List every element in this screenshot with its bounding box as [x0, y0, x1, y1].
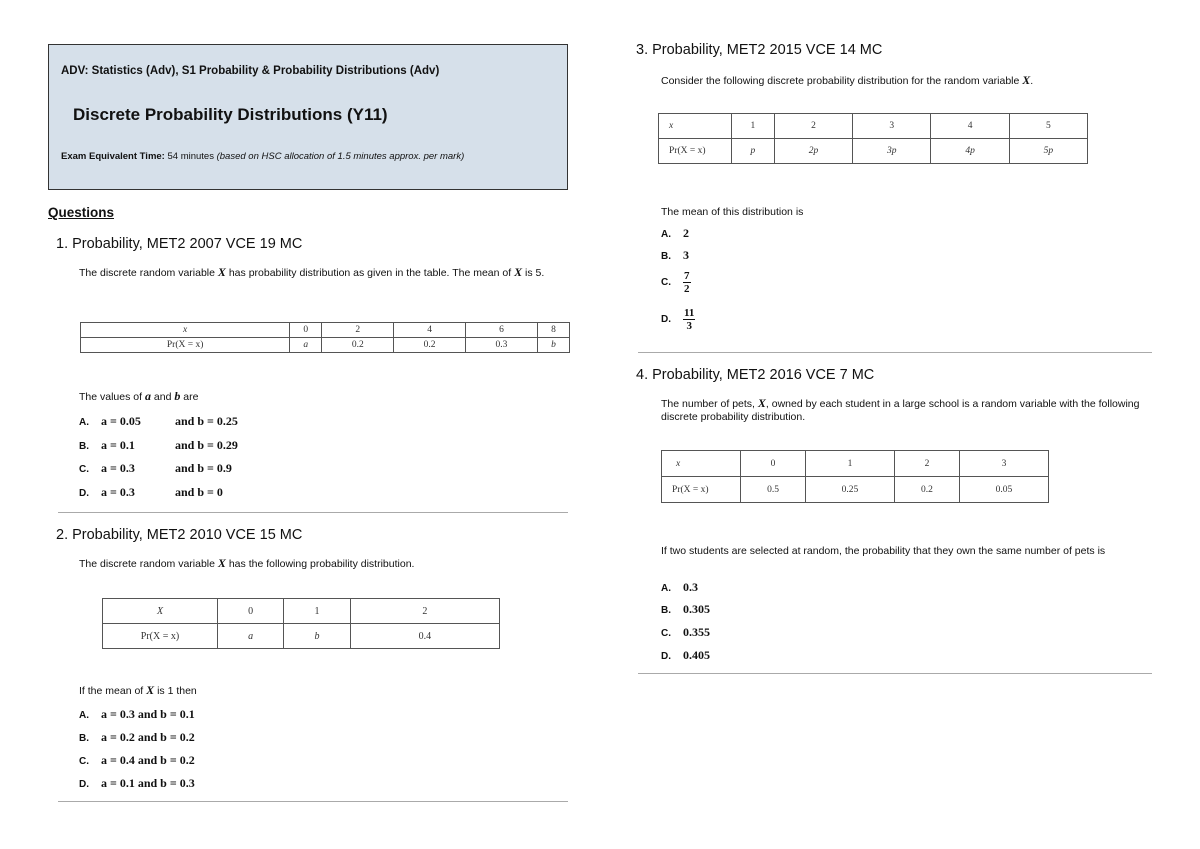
- q2-option-d[interactable]: [79, 776, 195, 792]
- question-4-stem: [661, 397, 1151, 424]
- q4-stem-var: X: [757, 396, 766, 410]
- topic-breadcrumb: ADV: Statistics (Adv), S1 Probability & Probability Distributions (Adv): [61, 65, 440, 77]
- table-cell: 5: [1009, 114, 1087, 139]
- table-cell: 5p: [1009, 139, 1087, 164]
- question-3-table: [658, 113, 1088, 164]
- table-cell: a: [290, 338, 322, 353]
- table-cell: 4: [394, 323, 466, 338]
- question-4-prompt: If two students are selected at random, the probability that they own the same number of pets is: [661, 545, 1106, 557]
- q3-option-d[interactable]: [661, 307, 695, 332]
- option-a-value: a = 0.1: [101, 438, 135, 452]
- table-row: [81, 323, 570, 338]
- q1-stem-var2: X: [514, 265, 523, 279]
- table-cell: 3p: [853, 139, 931, 164]
- q4-option-a[interactable]: [661, 580, 698, 596]
- option-text: 0.405: [683, 648, 710, 662]
- q1-prompt-a: The values of: [79, 391, 143, 403]
- option-text: a = 0.2 and b = 0.2: [101, 730, 195, 744]
- q2-option-c[interactable]: [79, 753, 195, 769]
- table-cell: 4: [931, 114, 1009, 139]
- table-row: [662, 451, 1049, 477]
- topic-header-box: [48, 44, 568, 190]
- fraction-denominator: 2: [684, 283, 690, 295]
- q1-option-b[interactable]: [79, 438, 238, 454]
- option-letter: C.: [661, 628, 671, 639]
- table-cell: 3: [959, 451, 1048, 477]
- table-cell: x: [662, 451, 741, 477]
- table-cell: 2: [322, 323, 394, 338]
- fraction-numerator: 7: [684, 270, 690, 282]
- q1-stem-var: X: [217, 265, 226, 279]
- question-2-prompt: [79, 684, 197, 698]
- question-1-table: [80, 322, 570, 353]
- option-letter: C.: [79, 464, 89, 475]
- option-text: a = 0.4 and b = 0.2: [101, 753, 195, 767]
- table-cell: Pr(X = x): [659, 139, 732, 164]
- q3-option-a[interactable]: [661, 226, 689, 242]
- q2-stem-var: X: [217, 556, 226, 570]
- fraction-numerator: 11: [684, 307, 695, 319]
- table-cell: 0.4: [350, 624, 499, 649]
- q3-stem-a: Consider the following discrete probability distribution for the random variable: [661, 75, 1020, 87]
- table-cell: 4p: [931, 139, 1009, 164]
- option-letter: D.: [79, 779, 89, 790]
- q1-stem-b: has probability distribution as given in the table. The mean of: [228, 267, 512, 279]
- question-3-prompt: The mean of this distribution is: [661, 206, 804, 218]
- question-4-heading: 4. Probability, MET2 2016 VCE 7 MC: [636, 367, 875, 383]
- q2-stem-a: The discrete random variable: [79, 558, 215, 570]
- option-letter: B.: [79, 441, 89, 452]
- table-cell: a: [218, 624, 284, 649]
- table-row: [103, 599, 500, 624]
- q3-stem-var: X: [1022, 73, 1031, 87]
- option-text: 0.3: [683, 580, 698, 594]
- table-cell: 2p: [774, 139, 852, 164]
- q2-prompt-a: If the mean of: [79, 685, 144, 697]
- option-fraction: [683, 270, 691, 295]
- option-text: 2: [683, 226, 689, 240]
- option-letter: D.: [661, 651, 671, 662]
- table-cell: 1: [732, 114, 775, 139]
- table-cell: x: [659, 114, 732, 139]
- option-b-value: and b = 0.29: [175, 438, 238, 452]
- option-text: a = 0.3 and b = 0.1: [101, 707, 195, 721]
- option-letter: C.: [661, 276, 671, 288]
- option-letter: D.: [79, 488, 89, 499]
- q1-prompt-mid: and: [153, 391, 172, 403]
- table-cell: 0.25: [806, 477, 895, 503]
- exam-time-label: Exam Equivalent Time:: [61, 151, 165, 162]
- table-cell: 2: [774, 114, 852, 139]
- q2-prompt-b: is 1 then: [157, 685, 197, 697]
- option-a-value: a = 0.3: [101, 485, 135, 499]
- q2-option-b[interactable]: [79, 730, 195, 746]
- page-title: Discrete Probability Distributions (Y11): [73, 105, 388, 124]
- table-cell: 0: [290, 323, 322, 338]
- table-cell: 0.5: [741, 477, 806, 503]
- option-letter: B.: [661, 251, 671, 262]
- q4-option-b[interactable]: [661, 602, 710, 618]
- table-cell: 0.3: [466, 338, 538, 353]
- question-3-stem: [661, 74, 1151, 88]
- q4-option-d[interactable]: [661, 648, 710, 664]
- exam-time-value: 54 minutes: [167, 151, 214, 162]
- question-1-prompt: [79, 390, 198, 404]
- table-cell: b: [284, 624, 350, 649]
- exam-time-note: (based on HSC allocation of 1.5 minutes approx. per mark): [216, 151, 465, 162]
- q4-stem-b: , owned by each student in a large school is a random variable with the following discrete probability distribution.: [661, 398, 1140, 423]
- table-cell: Pr(X = x): [81, 338, 290, 353]
- option-b-value: and b = 0.9: [175, 461, 232, 475]
- table-row: [662, 477, 1049, 503]
- table-cell: 2: [350, 599, 499, 624]
- table-cell: 0.05: [959, 477, 1048, 503]
- option-letter: D.: [661, 313, 671, 325]
- table-cell: Pr(X = x): [662, 477, 741, 503]
- option-b-value: and b = 0.25: [175, 414, 238, 428]
- q1-stem-c: is 5.: [525, 267, 545, 279]
- option-text: 3: [683, 248, 689, 262]
- option-fraction: [683, 307, 695, 332]
- table-cell: 1: [806, 451, 895, 477]
- q1-prompt-var-b: b: [174, 389, 181, 403]
- table-cell: b: [537, 338, 569, 353]
- q2-option-a[interactable]: [79, 707, 195, 723]
- table-cell: X: [103, 599, 218, 624]
- exam-time: [61, 151, 501, 163]
- table-row: [659, 114, 1088, 139]
- option-a-value: a = 0.3: [101, 461, 135, 475]
- table-row: [81, 338, 570, 353]
- table-cell: Pr(X = x): [103, 624, 218, 649]
- q1-option-a[interactable]: [79, 414, 238, 430]
- table-cell: 8: [537, 323, 569, 338]
- option-letter: A.: [661, 229, 671, 240]
- table-cell: 1: [284, 599, 350, 624]
- q2-prompt-var: X: [146, 683, 155, 697]
- q3-stem-end: .: [1030, 75, 1034, 87]
- option-letter: A.: [79, 710, 89, 721]
- option-letter: C.: [79, 756, 89, 767]
- question-3-heading: 3. Probability, MET2 2015 VCE 14 MC: [636, 42, 883, 58]
- option-letter: A.: [661, 583, 671, 594]
- table-cell: 2: [894, 451, 959, 477]
- q3-option-c[interactable]: [661, 270, 691, 295]
- option-text: a = 0.1 and b = 0.3: [101, 776, 195, 790]
- divider: [638, 673, 1152, 674]
- q3-option-b[interactable]: [661, 248, 689, 264]
- q1-prompt-c: are: [183, 391, 199, 403]
- table-cell: 6: [466, 323, 538, 338]
- option-text: 0.305: [683, 602, 710, 616]
- table-row: [103, 624, 500, 649]
- table-cell: 0.2: [322, 338, 394, 353]
- q1-option-c[interactable]: [79, 461, 232, 477]
- q4-stem-a: The number of pets,: [661, 398, 755, 410]
- q4-option-c[interactable]: [661, 625, 710, 641]
- question-2-table: [102, 598, 500, 649]
- question-1-stem: [79, 266, 569, 280]
- table-row: [659, 139, 1088, 164]
- option-letter: A.: [79, 417, 89, 428]
- divider: [638, 352, 1152, 353]
- table-cell: 0.2: [394, 338, 466, 353]
- table-cell: 0.2: [894, 477, 959, 503]
- q1-prompt-var-a: a: [144, 389, 151, 403]
- question-2-heading: 2. Probability, MET2 2010 VCE 15 MC: [56, 527, 303, 543]
- option-a-value: a = 0.05: [101, 414, 141, 428]
- option-letter: B.: [79, 733, 89, 744]
- option-text: 0.355: [683, 625, 710, 639]
- table-cell: 0: [218, 599, 284, 624]
- divider: [58, 801, 568, 802]
- table-cell: 3: [853, 114, 931, 139]
- option-letter: B.: [661, 605, 671, 616]
- divider: [58, 512, 568, 513]
- table-cell: p: [732, 139, 775, 164]
- q2-stem-b: has the following probability distribution.: [228, 558, 415, 570]
- question-2-stem: [79, 557, 569, 571]
- q1-stem-a: The discrete random variable: [79, 267, 215, 279]
- section-title: Questions: [48, 205, 115, 220]
- table-cell: x: [81, 323, 290, 338]
- table-cell: 0: [741, 451, 806, 477]
- fraction-denominator: 3: [686, 320, 692, 332]
- question-1-heading: 1. Probability, MET2 2007 VCE 19 MC: [56, 236, 303, 252]
- question-4-table: [661, 450, 1049, 503]
- q1-option-d[interactable]: [79, 485, 223, 501]
- option-b-value: and b = 0: [175, 485, 223, 499]
